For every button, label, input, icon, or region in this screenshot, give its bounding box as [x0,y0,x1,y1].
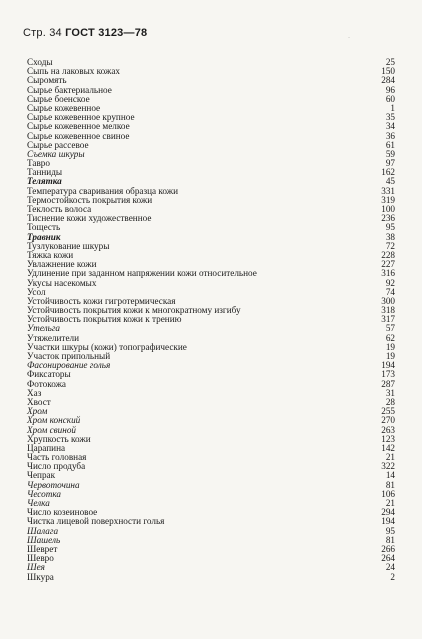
index-term: Участок припольный [27,351,111,361]
index-page-number: 2 [390,571,395,582]
page-header [23,27,147,39]
index-term: Сырье рассевое [27,139,89,150]
index-term: Шалага [27,525,59,536]
index-page-number: 287 [381,378,395,389]
index-term: Хром свиной [27,424,77,435]
index-term: Фасонирование голья [27,360,111,371]
index-page-number: 263 [381,424,395,435]
index-page-number: 62 [385,332,395,343]
index-entry [27,67,395,76]
index-term: Тавро [27,158,50,169]
index-term: Сырье кожевенное [27,102,101,113]
index-term: Сыпь на лаковых кожах [27,66,121,77]
index-page-number: 150 [381,66,395,77]
index-page-number: 322 [381,461,395,472]
index-page-number: 97 [385,158,395,169]
index-term: Утельга [27,323,61,334]
index-page-number: 123 [381,433,395,444]
index-page-number: 19 [385,341,395,352]
index-page-number: 227 [381,259,395,270]
index-entry [27,279,395,288]
index-term: Устойчивость покрытия кожи к трению [27,314,182,325]
index-page-number: 1 [390,102,395,113]
index-term: Чистка лицевой поверхности голья [27,516,165,527]
alphabetical-index [27,58,395,582]
index-term: Сырье кожевенное мелкое [27,121,130,132]
index-term: Шеврет [27,543,58,554]
index-page-number: 331 [381,185,395,196]
index-entry [27,324,395,333]
index-page-number: 95 [385,525,395,536]
index-term: Число продуба [27,461,86,472]
index-page-number: 194 [381,516,395,527]
index-entry [27,214,395,223]
index-term: Сыромять [27,75,67,86]
index-page-number: 60 [385,93,395,104]
index-term: Укусы насекомых [27,277,97,288]
index-term: Червоточина [27,479,80,490]
index-page-number: 36 [385,130,395,141]
index-page-number: 318 [381,305,395,316]
index-term: Хаз [27,387,42,398]
index-term: Теклость волоса [27,204,92,214]
index-term: Чесотка [27,488,62,499]
index-entry [27,490,395,499]
index-term: Усол [27,286,46,297]
index-term: Сырье боенское [27,93,90,104]
index-entry [27,380,395,389]
index-page-number: 319 [381,194,395,205]
index-term: Фотокожа [27,378,67,389]
index-page-number: 294 [381,507,395,518]
index-term: Съемка шкуры [27,148,85,159]
index-page-number: 81 [385,479,395,490]
index-entry [27,471,395,480]
index-term: Шкура [27,571,54,582]
index-term: Часть головная [27,452,87,463]
index-term: Устойчивость кожи гигротермическая [27,295,176,306]
index-page-number: 25 [385,57,395,67]
index-term: Шашель [27,534,61,545]
index-page-number: 284 [381,75,395,86]
index-page-number: 21 [385,498,395,508]
index-page-number: 236 [381,213,395,224]
index-term: Травник [27,231,61,242]
index-entry [27,315,395,324]
index-page-number: 317 [381,314,395,325]
index-entry [27,517,395,526]
index-entry [27,573,395,582]
index-entry [27,416,395,425]
index-term: Фиксаторы [27,369,71,380]
index-entry [27,481,395,490]
index-term: Сырье кожевенное свиное [27,130,130,141]
index-entry [27,398,395,407]
index-term: Хром конский [27,415,81,426]
scan-mark: ˙ [348,37,350,43]
index-page-number: 92 [385,277,395,288]
index-page-number: 255 [381,406,395,417]
index-page-number: 35 [385,112,395,123]
index-page-number: 57 [385,323,395,334]
index-page-number: 106 [381,488,395,499]
index-page-number: 264 [381,553,395,564]
index-page-number: 228 [381,249,395,260]
index-term: Царапина [27,442,66,453]
index-term: Устойчивость покрытия кожи к многократному изгибу [27,305,241,316]
index-page-number: 28 [385,396,395,407]
index-entry [27,527,395,536]
index-term: Удлинение при заданном напряжении кожи относительное [27,268,257,279]
index-term: Увлажнение кожи [27,259,97,270]
index-term: Хвост [27,396,51,407]
index-term: Чепрак [27,470,56,481]
index-entry [27,242,395,251]
index-entry [27,563,395,572]
index-page-number: 266 [381,543,395,554]
index-entry [27,389,395,398]
index-entry [27,435,395,444]
index-page-number: 21 [385,452,395,463]
index-entry [27,150,395,159]
index-page-number: 300 [381,295,395,306]
index-term: Хрупкость кожи [27,433,91,444]
index-page-number: 96 [385,84,395,95]
index-entry [27,361,395,370]
index-term: Тяжка кожи [27,249,74,260]
index-entry [27,536,395,545]
index-term: Утяжелители [27,332,80,343]
index-term: Сырье кожевенное крупное [27,112,135,123]
index-entry [27,168,395,177]
index-page-number: 95 [385,222,395,233]
index-term: Челка [27,498,50,508]
index-page-number: 24 [385,562,395,573]
index-page-number: 34 [385,121,395,132]
index-term: Хром [27,406,48,417]
index-page-number: 14 [385,470,395,481]
index-term: Участки шкуры (кожи) топографические [27,341,187,352]
index-term: Термостойкость покрытия кожи [27,194,153,205]
index-page-number: 162 [381,167,395,178]
index-term: Телятка [27,176,62,187]
index-entry [27,545,395,554]
index-page-number: 173 [381,369,395,380]
index-page-number: 270 [381,415,395,426]
index-entry [27,407,395,416]
index-term: Шевро [27,553,54,564]
index-term: Тощесть [27,222,61,233]
index-term: Шея [27,562,45,573]
index-entry [27,554,395,563]
index-term: Сходы [27,57,53,67]
index-page-number: 45 [385,176,395,187]
index-term: Сырье бактериальное [27,84,112,95]
index-term: Тузлукование шкуры [27,240,110,251]
index-term: Температура сваривания образца кожи [27,185,179,196]
index-term: Танниды [27,167,63,178]
index-page-number: 31 [385,387,395,398]
index-page-number: 100 [381,204,395,214]
index-entry [27,223,395,232]
index-page-number: 72 [385,240,395,251]
index-page-number: 316 [381,268,395,279]
index-page-number: 81 [385,534,395,545]
index-page-number: 74 [385,286,395,297]
index-entry [27,370,395,379]
index-term: Число козеиновое [27,507,98,518]
standard-code: ГОСТ 3123—78 [65,27,148,39]
index-term: Тиснение кожи художественное [27,213,152,224]
index-page-number: 59 [385,148,395,159]
index-page-number: 61 [385,139,395,150]
index-page-number: 142 [381,442,395,453]
index-page-number: 19 [385,351,395,361]
page-number-label: Стр. 34 [23,27,62,39]
index-page-number: 194 [381,360,395,371]
index-page-number: 38 [385,231,395,242]
index-entry [27,462,395,471]
index-entry [27,159,395,168]
